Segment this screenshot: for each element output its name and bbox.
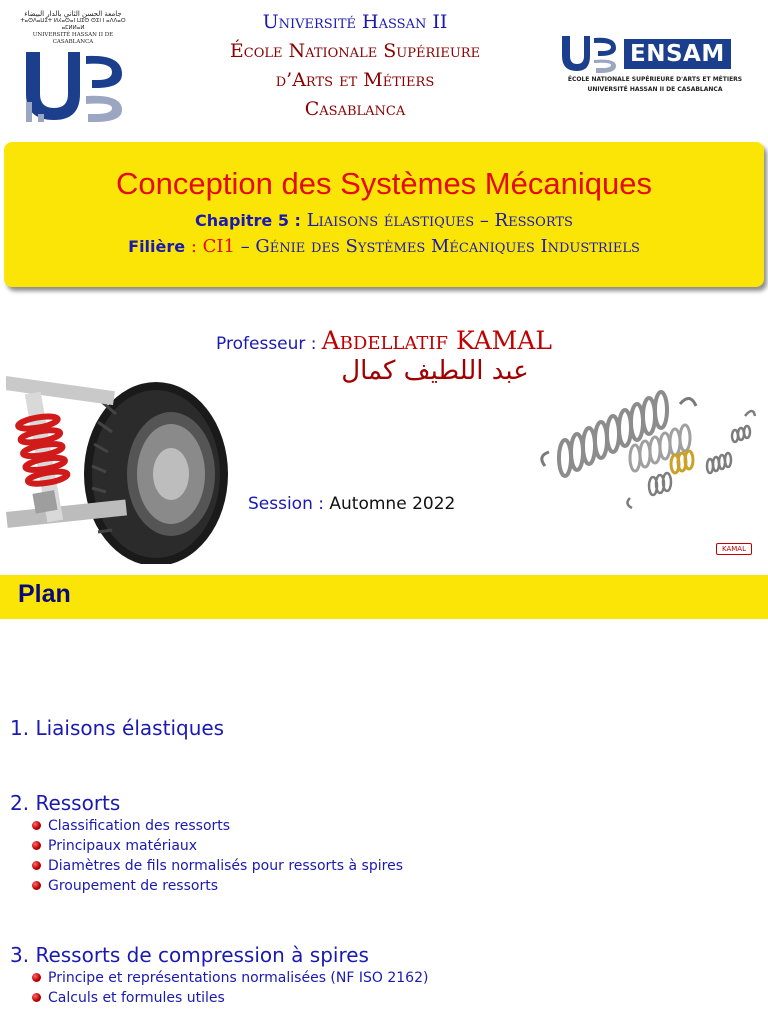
toc-section-2[interactable] [10, 790, 403, 896]
plan-slide [0, 575, 768, 1024]
filiere-label: Filière [128, 237, 186, 256]
ensam-logo-sub-1: ÉCOLE NATIONALE SUPÉRIEURE D'ARTS ET MÉTIERS [567, 76, 743, 83]
toc-subitem[interactable] [32, 856, 403, 876]
course-title: Conception des Systèmes Mécaniques [116, 166, 652, 201]
uh2-emblem-icon [18, 48, 128, 124]
toc-subitem[interactable] [32, 988, 428, 1008]
university-logo-latin: UNIVERSITÉ HASSAN II DE CASABLANCA [32, 32, 114, 45]
filiere-code: CI1 [202, 236, 235, 257]
suspension-wheel-image [6, 362, 228, 564]
ensam-logo-sub-2: UNIVERSITÉ HASSAN II DE CASABLANCA [587, 86, 723, 93]
filiere-line [4, 234, 764, 260]
professor-arabic-name: عبد اللطيف كمال [341, 356, 529, 386]
toc-subitem-label: Groupement de ressorts [48, 878, 219, 894]
slide-header [0, 0, 768, 130]
toc-section-1[interactable] [10, 715, 224, 741]
toc-subitem-label: Principe et représentations normalisées (NF ISO 2162) [48, 970, 429, 986]
university-line-3: d’Arts et Métiers [275, 69, 435, 91]
toc-subitem-label: Classification des ressorts [48, 818, 231, 834]
toc-subitem-label: Diamètres de fils normalisés pour ressorts à spires [48, 858, 403, 874]
bullet-icon [32, 841, 41, 850]
toc-subitem[interactable] [32, 876, 403, 896]
toc-section-heading[interactable]: 2. Ressorts [10, 791, 121, 815]
session-value: Automne 2022 [329, 494, 456, 514]
chapter-label: Chapitre 5 : [195, 211, 301, 230]
session-label: Session : [248, 494, 324, 514]
toc-section-heading[interactable]: 1. Liaisons élastiques [10, 716, 225, 740]
university-logo [12, 10, 134, 114]
bullet-icon [32, 861, 41, 870]
bullet-icon [32, 821, 41, 830]
toc-section-heading[interactable]: 3. Ressorts de compression à spires [10, 943, 369, 967]
title-box [4, 142, 764, 287]
university-line-4: Casablanca [304, 98, 406, 120]
ensam-wordmark: ENSAM [624, 39, 731, 69]
bullet-icon [32, 881, 41, 890]
toc-subitem[interactable] [32, 968, 428, 988]
university-name [150, 8, 560, 124]
university-line-2: École Nationale Supérieure [229, 40, 481, 62]
university-line-1: Université Hassan II [262, 11, 448, 33]
chapter-line [4, 208, 764, 234]
plan-title-bar [0, 575, 768, 619]
chapter-title: Liaisons élastiques – Ressorts [306, 210, 573, 231]
professor-line [100, 326, 668, 355]
filiere-separator: : [185, 236, 203, 257]
author-badge: KAMAL [716, 543, 752, 555]
plan-title: Plan [18, 580, 71, 608]
springs-image [535, 386, 763, 516]
bullet-icon [32, 993, 41, 1002]
toc-subitem-label: Principaux matériaux [48, 838, 198, 854]
filiere-name: – Génie des Systèmes Mécaniques Industriels [234, 236, 640, 257]
university-logo-arabic: جامعة الحسن الثاني بالدار البيضاء [24, 10, 122, 18]
ensam-logo [560, 34, 750, 100]
university-logo-tifinagh: ⵜⴰⵙⴷⴰⵡⵉⵜ ⵍⵃⴰⵙⴰⵏ ⵡⵉⵙ ⵙⵉⵏ ⵏ ⴰⴷⴷⴰⵔ ⴰⵎⵍⵍⴰⵍ [20, 18, 126, 31]
session-line [248, 494, 455, 514]
professor-name: Abdellatif KAMAL [321, 326, 552, 355]
toc-subitem[interactable] [32, 836, 403, 856]
toc-subitem[interactable] [32, 816, 403, 836]
toc-subitem-label: Calculs et formules utiles [48, 990, 225, 1006]
professor-label: Professeur : [216, 334, 317, 354]
bullet-icon [32, 973, 41, 982]
toc-section-3[interactable] [10, 942, 428, 1008]
uh2-small-emblem-icon [560, 34, 618, 74]
